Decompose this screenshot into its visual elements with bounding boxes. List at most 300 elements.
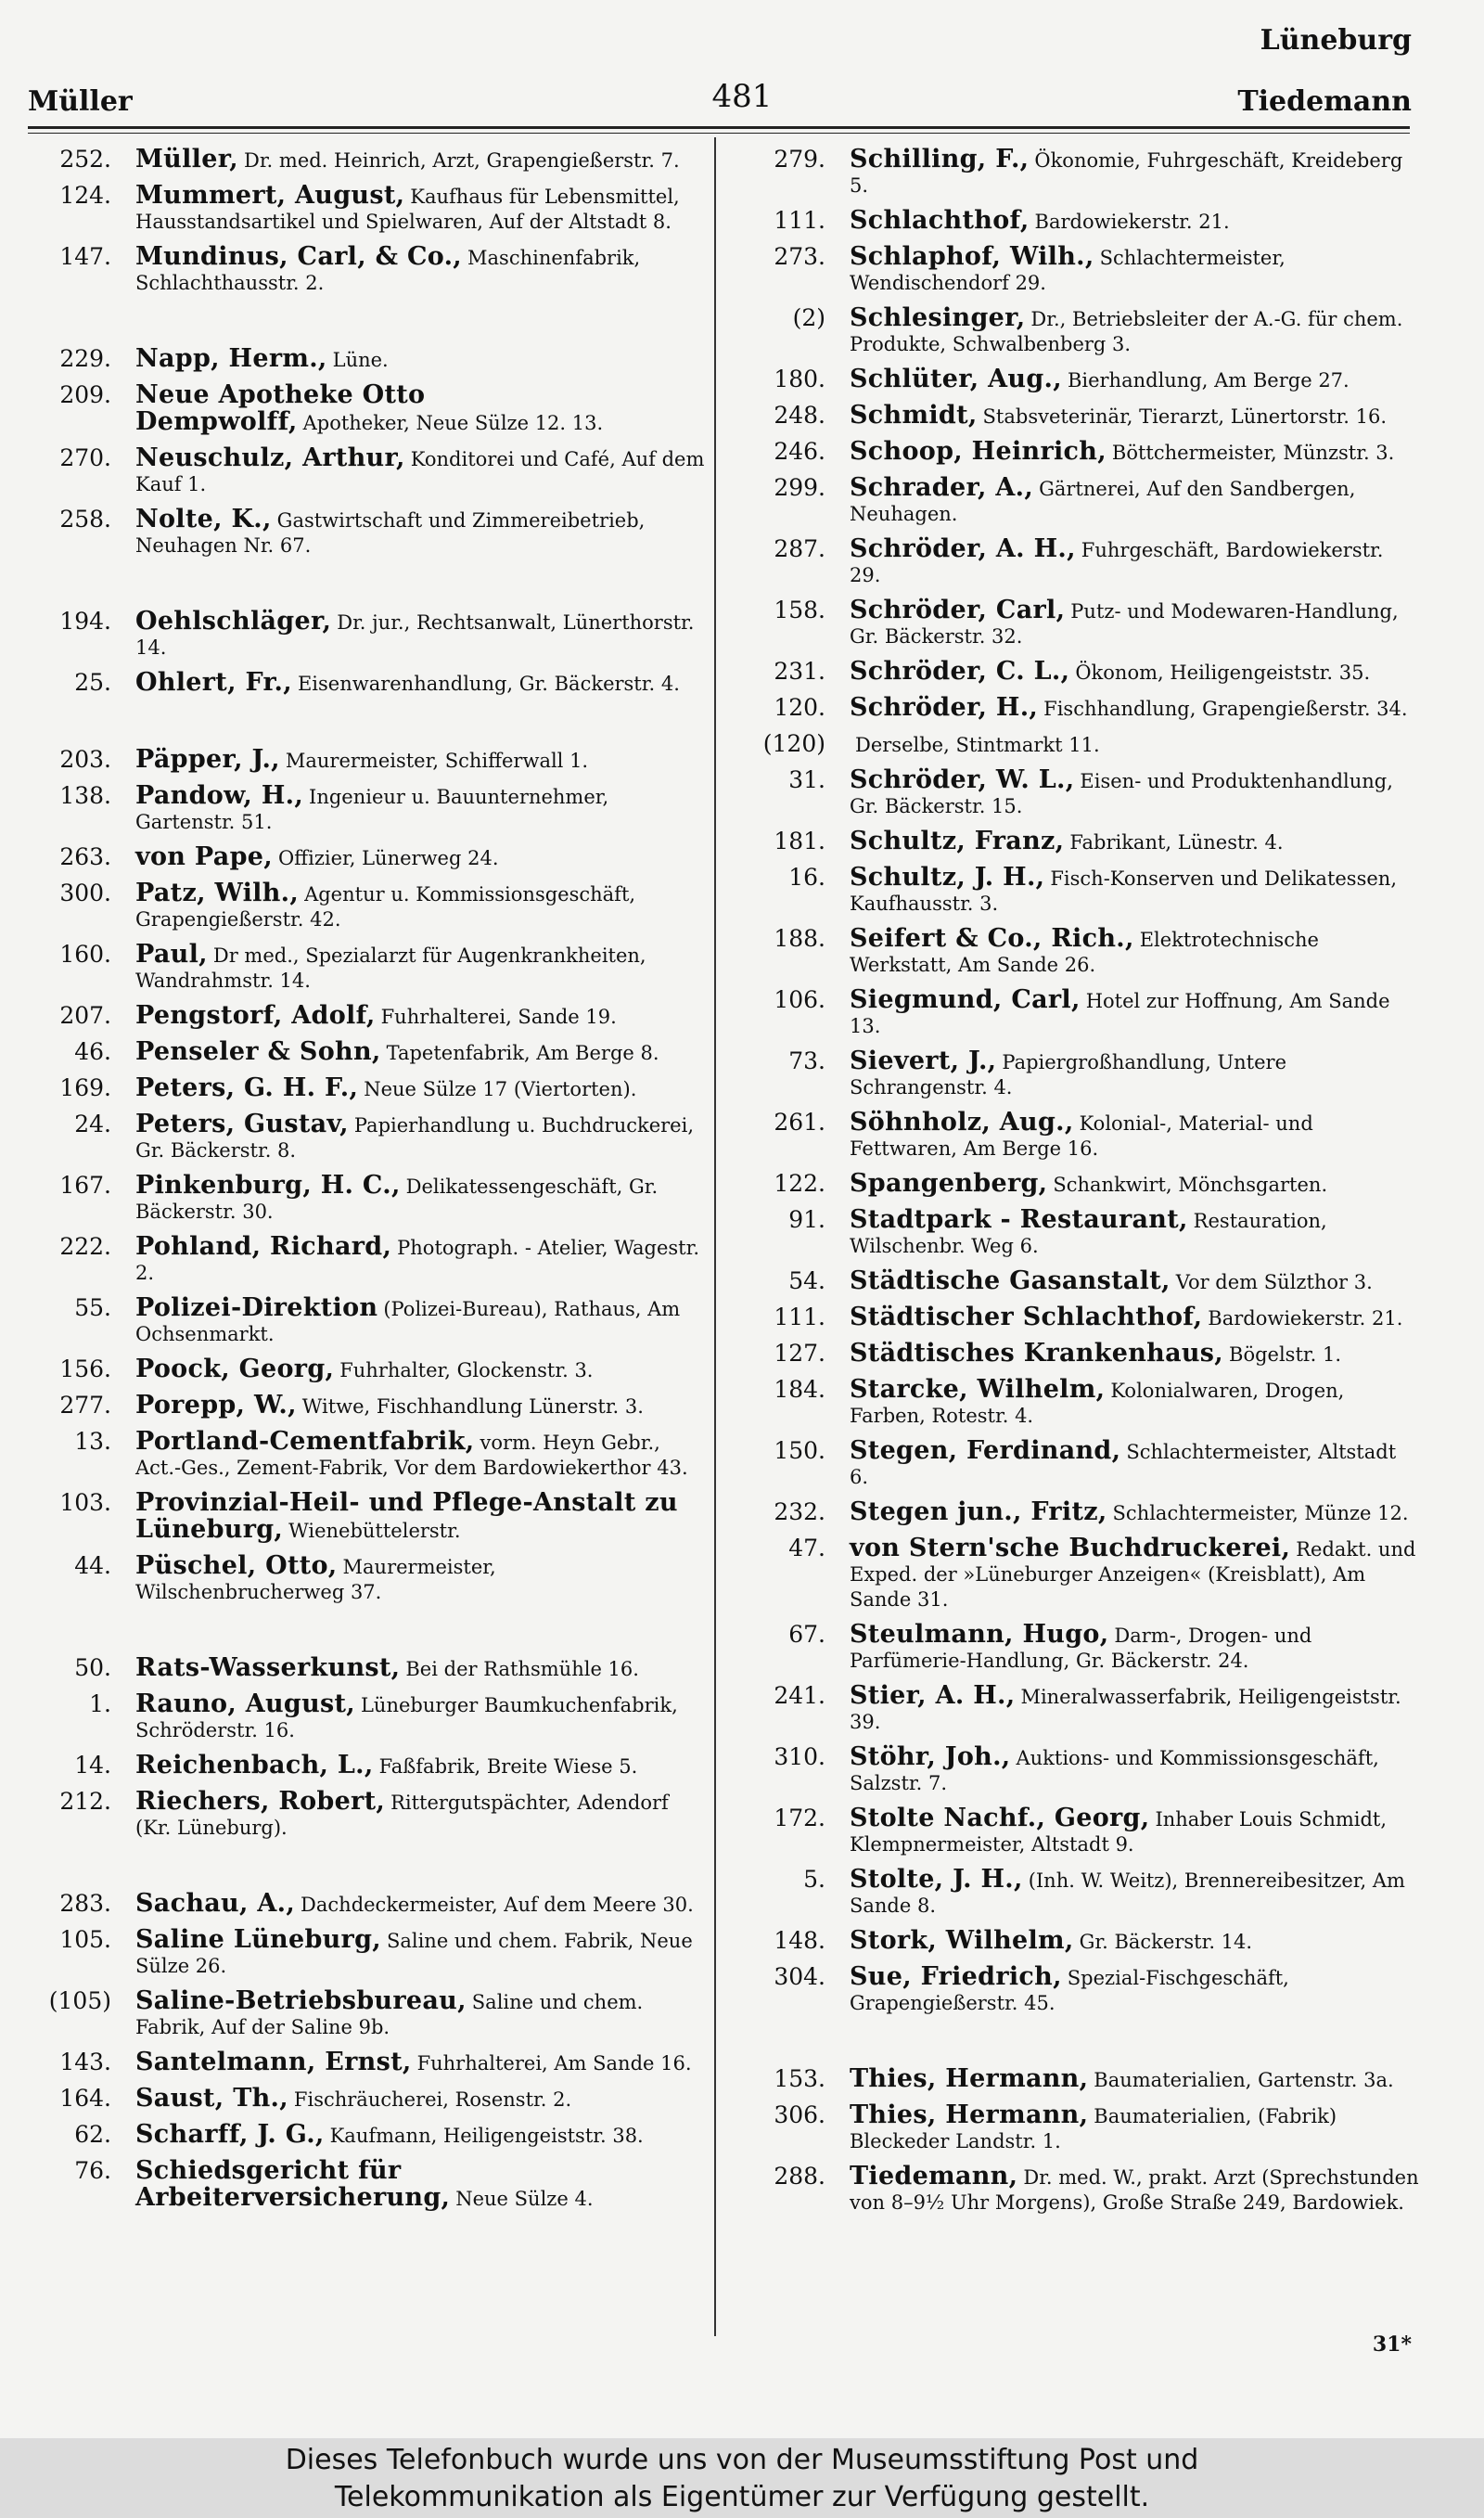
- directory-entry: [742, 147, 1419, 199]
- subscriber-name: Napp, Herm.,: [135, 344, 327, 373]
- phone-number: 283.: [59, 1890, 111, 1917]
- entry-text: [117, 346, 707, 373]
- directory-entry: [28, 880, 707, 932]
- directory-entry: [28, 183, 707, 235]
- entry-text: [831, 208, 1419, 235]
- directory-entry: [28, 1111, 707, 1163]
- subscriber-details: Inhaber Louis Schmidt, Klempnermeister, Altstadt 9.: [850, 1808, 1388, 1856]
- directory-entry: [742, 597, 1419, 649]
- entry-text: [117, 1075, 707, 1102]
- directory-entry: [28, 1075, 707, 1102]
- subscriber-details: Saline und chem. Fabrik, Auf der Saline 9b.: [135, 1991, 644, 2038]
- subscriber-details: Elektrotechnische Werkstatt, Am Sande 26.: [850, 929, 1319, 976]
- directory-entry: [28, 1490, 707, 1544]
- subscriber-details: Bierhandlung, Am Berge 27.: [1067, 369, 1350, 392]
- directory-entry: [742, 1535, 1419, 1612]
- phone-number: 246.: [774, 438, 825, 465]
- directory-entry: [28, 1988, 707, 2040]
- subscriber-details: Dr. med. Heinrich, Arzt, Grapengießerstr. 7.: [243, 149, 680, 172]
- directory-entry: [742, 865, 1419, 917]
- page-number: 481: [711, 78, 773, 115]
- entry-text: [117, 2086, 707, 2113]
- entry-text: [831, 439, 1419, 466]
- entry-text: [117, 1111, 707, 1163]
- subscriber-name: Scharff, J. G.,: [135, 2120, 325, 2149]
- entry-text: [831, 1438, 1419, 1490]
- phone-number: 287.: [774, 535, 825, 562]
- phone-number: 91.: [788, 1206, 825, 1233]
- entry-text: [117, 880, 707, 932]
- subscriber-details: Maurermeister, Wilschenbrucherweg 37.: [135, 1556, 496, 1603]
- phone-number: 306.: [774, 2101, 825, 2128]
- subscriber-name: Pinkenburg, H. C.,: [135, 1171, 401, 1200]
- phone-number: 55.: [74, 1294, 111, 1321]
- directory-entry: [742, 695, 1419, 722]
- directory-entry: [28, 609, 707, 661]
- directory-entry: [742, 1207, 1419, 1259]
- entry-text: [117, 1429, 707, 1481]
- phone-number: 270.: [59, 444, 111, 471]
- phone-number: 127.: [774, 1340, 825, 1367]
- subscriber-name: von Stern'sche Buchdruckerei,: [850, 1534, 1291, 1562]
- subscriber-details: Kaufmann, Heiligengeiststr. 38.: [329, 2125, 644, 2147]
- section-gap: [28, 568, 707, 609]
- directory-entry: [28, 1003, 707, 1030]
- entry-text: [831, 695, 1419, 722]
- entry-text: [831, 1683, 1419, 1735]
- directory-entry: [28, 2086, 707, 2113]
- subscriber-details: Putz- und Modewaren-Handlung, Gr. Bäckerstr. 32.: [850, 600, 1399, 648]
- directory-entry: [28, 244, 707, 296]
- subscriber-details: Auktions- und Kommissionsgeschäft, Salzstr. 7.: [850, 1747, 1379, 1794]
- entry-text: [117, 1039, 707, 1066]
- directory-entry: [28, 1356, 707, 1383]
- entry-text: [831, 1110, 1419, 1162]
- subscriber-name: Söhnholz, Aug.,: [850, 1108, 1074, 1137]
- column-divider: [714, 137, 716, 2336]
- subscriber-details: Bardowiekerstr. 21.: [1208, 1307, 1403, 1330]
- phone-number: (120): [762, 730, 825, 757]
- entry-text: [117, 1173, 707, 1225]
- directory-entry: [28, 942, 707, 994]
- phone-number: 111.: [774, 207, 825, 234]
- subscriber-details: Dr med., Spezialarzt für Augenkrankheiten, Wandrahmstr. 14.: [135, 944, 646, 992]
- subscriber-details: Konditorei und Café, Auf dem Kauf 1.: [135, 448, 705, 495]
- subscriber-name: Päpper, J.,: [135, 745, 280, 774]
- phone-number: 167.: [59, 1172, 111, 1199]
- phone-number: 252.: [59, 146, 111, 173]
- entry-text: [831, 731, 1419, 758]
- entry-text: [117, 1891, 707, 1918]
- phone-number: 194.: [59, 608, 111, 635]
- subscriber-name: Schlüter, Aug.,: [850, 365, 1062, 393]
- directory-entry: [742, 366, 1419, 393]
- subscriber-details: Fuhrhalter, Glockenstr. 3.: [339, 1359, 594, 1381]
- directory-entry: [742, 987, 1419, 1039]
- directory-entry: [742, 439, 1419, 466]
- directory-entry: [742, 659, 1419, 686]
- subscriber-details: Schankwirt, Mönchsgarten.: [1053, 1174, 1328, 1196]
- phone-number: 229.: [59, 345, 111, 372]
- phone-number: 138.: [59, 782, 111, 809]
- subscriber-name: Müller,: [135, 145, 238, 173]
- subscriber-details: (Polizei-Bureau), Rathaus, Am Ochsenmarkt.: [135, 1298, 681, 1345]
- directory-entry: [742, 767, 1419, 819]
- directory-entry: [28, 1393, 707, 1420]
- subscriber-details: Redakt. und Exped. der »Lüneburger Anzeigen« (Kreisblatt), Am Sande 31.: [850, 1538, 1416, 1611]
- subscriber-name: Poock, Georg,: [135, 1355, 335, 1383]
- subscriber-details: Hotel zur Hoffnung, Am Sande 13.: [850, 990, 1390, 1037]
- entry-text: [831, 1867, 1419, 1919]
- directory-entry: [742, 244, 1419, 296]
- subscriber-name: Schröder, W. L.,: [850, 765, 1075, 794]
- directory-entry: [28, 346, 707, 373]
- directory-entry: [742, 1268, 1419, 1295]
- phone-number: 143.: [59, 2049, 111, 2075]
- phone-number: 304.: [774, 1963, 825, 1990]
- directory-entry: [28, 1927, 707, 1979]
- directory-entry: [742, 536, 1419, 588]
- entry-text: [117, 942, 707, 994]
- footer-line-1: Dieses Telefonbuch wurde uns von der Museumsstiftung Post und: [285, 2444, 1199, 2476]
- entry-text: [831, 1805, 1419, 1857]
- subscriber-name: Stegen, Ferdinand,: [850, 1436, 1121, 1465]
- footer-line-2: Telekommunikation als Eigentümer zur Verfügung gestellt.: [334, 2481, 1150, 2513]
- phone-number: 120.: [774, 694, 825, 721]
- subscriber-details: Ökonom, Heiligengeiststr. 35.: [1075, 662, 1371, 684]
- entry-text: [117, 609, 707, 661]
- subscriber-details: Gr. Bäckerstr. 14.: [1079, 1931, 1253, 1953]
- subscriber-name: Schröder, C. L.,: [850, 657, 1070, 686]
- subscriber-name: Stegen jun., Fritz,: [850, 1497, 1107, 1526]
- entry-text: [831, 1964, 1419, 2016]
- subscriber-details: Fisch-Konserven und Delikatessen, Kaufhausstr. 3.: [850, 867, 1397, 915]
- phone-number: 209.: [59, 381, 111, 408]
- header-rule-thin: [28, 133, 1410, 134]
- subscriber-details: Kaufhaus für Lebensmittel, Hausstandsartikel und Spielwaren, Auf der Altstadt 8.: [135, 186, 680, 233]
- subscriber-name: Sue, Friedrich,: [850, 1962, 1062, 1991]
- subscriber-details: Fuhrhalterei, Sande 19.: [380, 1006, 617, 1028]
- entry-text: [117, 747, 707, 774]
- subscriber-details: Neue Sülze 4.: [455, 2188, 594, 2210]
- phone-number: 258.: [59, 506, 111, 533]
- subscriber-name: Mummert, August,: [135, 181, 405, 210]
- phone-number: 279.: [774, 146, 825, 173]
- directory-entry: [28, 507, 707, 559]
- phone-number: 46.: [74, 1038, 111, 1065]
- entry-text: [831, 1928, 1419, 1955]
- left-column: [28, 147, 707, 2221]
- subscriber-details: Schlachtermeister, Münze 12.: [1112, 1502, 1409, 1524]
- copyright-footer: [0, 2438, 1484, 2518]
- entry-text: [831, 1048, 1419, 1100]
- sheet-mark: 31*: [1372, 2332, 1412, 2357]
- subscriber-name: Stork, Wilhelm,: [850, 1926, 1074, 1955]
- subscriber-details: Neue Sülze 17 (Viertorten).: [364, 1078, 637, 1100]
- entry-text: [831, 366, 1419, 393]
- directory-entry: [28, 2122, 707, 2149]
- entry-text: [831, 305, 1419, 357]
- subscriber-details: Fischhandlung, Grapengießerstr. 34.: [1043, 698, 1408, 720]
- phone-number: 31.: [788, 766, 825, 793]
- directory-entry: [742, 1805, 1419, 1857]
- phone-number: 232.: [774, 1498, 825, 1525]
- phone-number: 172.: [774, 1805, 825, 1831]
- directory-entry: [742, 208, 1419, 235]
- subscriber-name: Neuschulz, Arthur,: [135, 443, 405, 472]
- directory-entry: [742, 1744, 1419, 1796]
- subscriber-details: Dachdeckermeister, Auf dem Meere 30.: [301, 1894, 694, 1916]
- entry-text: [117, 1691, 707, 1743]
- subscriber-details: Schlachtermeister, Wendischendorf 29.: [850, 247, 1286, 294]
- subscriber-name: Thies, Hermann,: [850, 2100, 1089, 2129]
- phone-number: 13.: [74, 1428, 111, 1455]
- subscriber-name: Thies, Hermann,: [850, 2064, 1089, 2093]
- subscriber-details: Bögelstr. 1.: [1229, 1343, 1342, 1366]
- entry-text: [831, 147, 1419, 199]
- directory-entry: [742, 1683, 1419, 1735]
- phone-number: 54.: [788, 1267, 825, 1294]
- directory-entry: [28, 1789, 707, 1841]
- entry-text: [117, 1927, 707, 1979]
- subscriber-details: Fuhrgeschäft, Bardowiekerstr. 29.: [850, 539, 1384, 586]
- subscriber-name: Schultz, Franz,: [850, 827, 1065, 855]
- subscriber-name: Oehlschläger,: [135, 607, 332, 636]
- phone-number: 158.: [774, 597, 825, 623]
- subscriber-name: Schröder, Carl,: [850, 596, 1066, 624]
- phone-number: 1.: [89, 1690, 111, 1717]
- phone-number: 181.: [774, 828, 825, 854]
- directory-entry: [742, 1048, 1419, 1100]
- phone-number: 153.: [774, 2065, 825, 2092]
- subscriber-details: Eisen- und Produktenhandlung, Gr. Bäckerstr. 15.: [850, 770, 1393, 817]
- subscriber-name: Stolte Nachf., Georg,: [850, 1804, 1150, 1832]
- phone-number: 263.: [59, 843, 111, 870]
- subscriber-details: Gastwirtschaft und Zimmereibetrieb, Neuhagen Nr. 67.: [135, 509, 646, 557]
- subscriber-details: Lüne.: [332, 349, 389, 371]
- subscriber-name: Saust, Th.,: [135, 2084, 288, 2113]
- subscriber-details: Fuhrhalterei, Am Sande 16.: [416, 2052, 692, 2075]
- entry-text: [831, 244, 1419, 296]
- phone-number: 277.: [59, 1392, 111, 1419]
- directory-entry: [28, 670, 707, 697]
- entry-text: [831, 1622, 1419, 1674]
- subscriber-details: Baumaterialien, (Fabrik) Bleckeder Landstr. 1.: [850, 2105, 1337, 2152]
- phone-number: 310.: [774, 1743, 825, 1770]
- entry-text: [831, 2102, 1419, 2154]
- subscriber-name: Stadtpark - Restaurant,: [850, 1205, 1188, 1234]
- entry-text: [831, 1377, 1419, 1429]
- subscriber-name: Schröder, H.,: [850, 693, 1039, 722]
- phone-number: 44.: [74, 1552, 111, 1579]
- directory-entry: [742, 2066, 1419, 2093]
- section-gap: [28, 305, 707, 346]
- subscriber-details: Eisenwarenhandlung, Gr. Bäckerstr. 4.: [297, 673, 680, 695]
- entry-text: [117, 783, 707, 835]
- phone-number: 103.: [59, 1489, 111, 1516]
- directory-entry: [742, 403, 1419, 430]
- directory-entry: [742, 1171, 1419, 1198]
- phone-number: 203.: [59, 746, 111, 773]
- subscriber-details: Böttchermeister, Münzstr. 3.: [1111, 442, 1395, 464]
- directory-entry: [28, 1655, 707, 1682]
- subscriber-details: Ingenieur u. Bauunternehmer, Gartenstr. 51.: [135, 786, 609, 833]
- entry-text: [831, 829, 1419, 855]
- phone-number: (105): [48, 1987, 111, 2014]
- entry-text: [831, 987, 1419, 1039]
- subscriber-details: Maschinenfabrik, Schlachthausstr. 2.: [135, 247, 641, 294]
- phone-number: 160.: [59, 941, 111, 968]
- section-gap: [28, 1614, 707, 1655]
- subscriber-name: Schlesinger,: [850, 303, 1026, 332]
- subscriber-name: Santelmann, Ernst,: [135, 2048, 412, 2076]
- directory-entry: [742, 926, 1419, 978]
- subscriber-name: Provinzial-Heil- und Pflege-Anstalt zu Lüneburg,: [135, 1488, 678, 1544]
- subscriber-details: Dr., Betriebsleiter der A.-G. für chem. Produkte, Schwalbenberg 3.: [850, 308, 1403, 355]
- subscriber-name: Stier, A. H.,: [850, 1681, 1016, 1710]
- subscriber-name: Riechers, Robert,: [135, 1787, 386, 1816]
- section-gap: [28, 706, 707, 747]
- directory-entry: [28, 1891, 707, 1918]
- header-left-keyword: Müller: [28, 85, 133, 118]
- subscriber-details: Bardowiekerstr. 21.: [1034, 211, 1230, 233]
- subscriber-name: Rauno, August,: [135, 1689, 355, 1718]
- entry-text: [117, 1988, 707, 2040]
- subscriber-details: Fabrikant, Lünestr. 4.: [1069, 831, 1284, 854]
- directory-entry: [28, 445, 707, 497]
- entry-text: [831, 926, 1419, 978]
- subscriber-details: Fischräucherei, Rosenstr. 2.: [293, 2088, 572, 2111]
- entry-text: [117, 1490, 707, 1544]
- header-rule: [28, 126, 1410, 129]
- directory-entry: [742, 1341, 1419, 1368]
- phone-number: 147.: [59, 243, 111, 270]
- subscriber-details: Offizier, Lünerweg 24.: [277, 847, 499, 869]
- phone-number: 231.: [774, 658, 825, 685]
- phone-number: 24.: [74, 1111, 111, 1137]
- phone-number: 261.: [774, 1109, 825, 1136]
- phone-number: 164.: [59, 2085, 111, 2112]
- directory-entry: [28, 783, 707, 835]
- entry-text: [831, 536, 1419, 588]
- header-right-keyword: Tiedemann: [1237, 85, 1412, 118]
- subscriber-details: Apotheker, Neue Sülze 12. 13.: [302, 412, 604, 434]
- subscriber-name: Neue Apotheke Otto Dempwolff,: [135, 380, 426, 436]
- phone-number: 248.: [774, 402, 825, 429]
- subscriber-name: Reichenbach, L.,: [135, 1751, 374, 1779]
- subscriber-details: Papierhandlung u. Buchdruckerei, Gr. Bäckerstr. 8.: [135, 1114, 695, 1162]
- subscriber-name: Schilling, F.,: [850, 145, 1030, 173]
- directory-entry: [742, 2102, 1419, 2154]
- directory-entry: [28, 1553, 707, 1605]
- subscriber-details: (Inh. W. Weitz), Brennereibesitzer, Am Sande 8.: [850, 1869, 1405, 1917]
- subscriber-name: Stöhr, Joh.,: [850, 1742, 1011, 1771]
- phone-number: 300.: [59, 880, 111, 906]
- subscriber-details: Wienebüttelerstr.: [288, 1520, 461, 1542]
- entry-text: [831, 1535, 1419, 1612]
- subscriber-name: Tiedemann,: [850, 2162, 1018, 2190]
- subscriber-name: Schlachthof,: [850, 206, 1030, 235]
- phone-number: 148.: [774, 1927, 825, 1954]
- entry-text: [831, 1171, 1419, 1198]
- phone-number: 67.: [788, 1621, 825, 1648]
- section-gap: [742, 2025, 1419, 2066]
- phone-number: 76.: [74, 2157, 111, 2184]
- subscriber-details: Kolonial-, Material- und Fettwaren, Am Berge 16.: [850, 1112, 1313, 1160]
- phone-number: 5.: [803, 1866, 825, 1893]
- subscriber-details: Baumaterialien, Gartenstr. 3a.: [1094, 2069, 1394, 2091]
- directory-entry: [28, 1753, 707, 1779]
- subscriber-details: Maurermeister, Schifferwall 1.: [285, 750, 589, 772]
- directory-entry: [742, 475, 1419, 527]
- subscriber-name: Peters, G. H. F.,: [135, 1073, 359, 1102]
- phone-number: 47.: [788, 1535, 825, 1561]
- right-column: [742, 147, 1419, 2225]
- entry-text: [117, 2158, 707, 2212]
- subscriber-name: Penseler & Sohn,: [135, 1037, 381, 1066]
- phone-number: 288.: [774, 2163, 825, 2190]
- entry-text: [117, 1393, 707, 1420]
- phone-number: 169.: [59, 1074, 111, 1101]
- subscriber-details: Bei der Rathsmühle 16.: [405, 1658, 639, 1680]
- phone-number: 106.: [774, 986, 825, 1013]
- subscriber-name: Nolte, K.,: [135, 505, 272, 533]
- directory-entry: [742, 1622, 1419, 1674]
- entry-text: [117, 445, 707, 497]
- phone-number: 124.: [59, 182, 111, 209]
- entry-text: [117, 1234, 707, 1286]
- phone-number: 184.: [774, 1376, 825, 1403]
- subscriber-details: vorm. Heyn Gebr., Act.-Ges., Zement-Fabrik, Vor dem Bardowiekerthor 43.: [135, 1432, 688, 1479]
- entry-text: [831, 1744, 1419, 1796]
- entry-text: [831, 1499, 1419, 1526]
- subscriber-name: Ohlert, Fr.,: [135, 668, 292, 697]
- phone-number: 105.: [59, 1926, 111, 1953]
- subscriber-name: Spangenberg,: [850, 1169, 1048, 1198]
- entry-text: [831, 2066, 1419, 2093]
- phone-number: 207.: [59, 1002, 111, 1029]
- entry-text: [117, 1003, 707, 1030]
- entry-text: [831, 597, 1419, 649]
- entry-text: [831, 1268, 1419, 1295]
- subscriber-name: Pohland, Richard,: [135, 1232, 392, 1261]
- subscriber-name: Patz, Wilh.,: [135, 879, 300, 907]
- subscriber-details: Lüneburger Baumkuchenfabrik, Schröderstr. 16.: [135, 1694, 678, 1741]
- phone-number: (2): [792, 304, 825, 331]
- entry-text: [831, 475, 1419, 527]
- subscriber-name: Stolte, J. H.,: [850, 1865, 1023, 1894]
- phone-number: 212.: [59, 1788, 111, 1815]
- directory-entry: [742, 305, 1419, 357]
- entry-text: [831, 1207, 1419, 1259]
- phone-number: 25.: [74, 669, 111, 696]
- subscriber-name: Siegmund, Carl,: [850, 985, 1081, 1014]
- subscriber-name: Schultz, J. H.,: [850, 863, 1045, 892]
- phone-number: 16.: [788, 864, 825, 891]
- entry-text: [117, 147, 707, 173]
- subscriber-name: Pandow, H.,: [135, 781, 304, 810]
- directory-entry: [742, 1964, 1419, 2016]
- subscriber-details: Spezial-Fischgeschäft, Grapengießerstr. 45.: [850, 1967, 1289, 2014]
- entry-text: [831, 403, 1419, 430]
- subscriber-details: Vor dem Sülzthor 3.: [1175, 1271, 1373, 1293]
- subscriber-name: Pengstorf, Adolf,: [135, 1001, 376, 1030]
- directory-entry: [742, 829, 1419, 855]
- directory-entry: [742, 1110, 1419, 1162]
- subscriber-name: von Pape,: [135, 842, 273, 871]
- subscriber-name: Püschel, Otto,: [135, 1551, 338, 1580]
- entry-text: [117, 1789, 707, 1841]
